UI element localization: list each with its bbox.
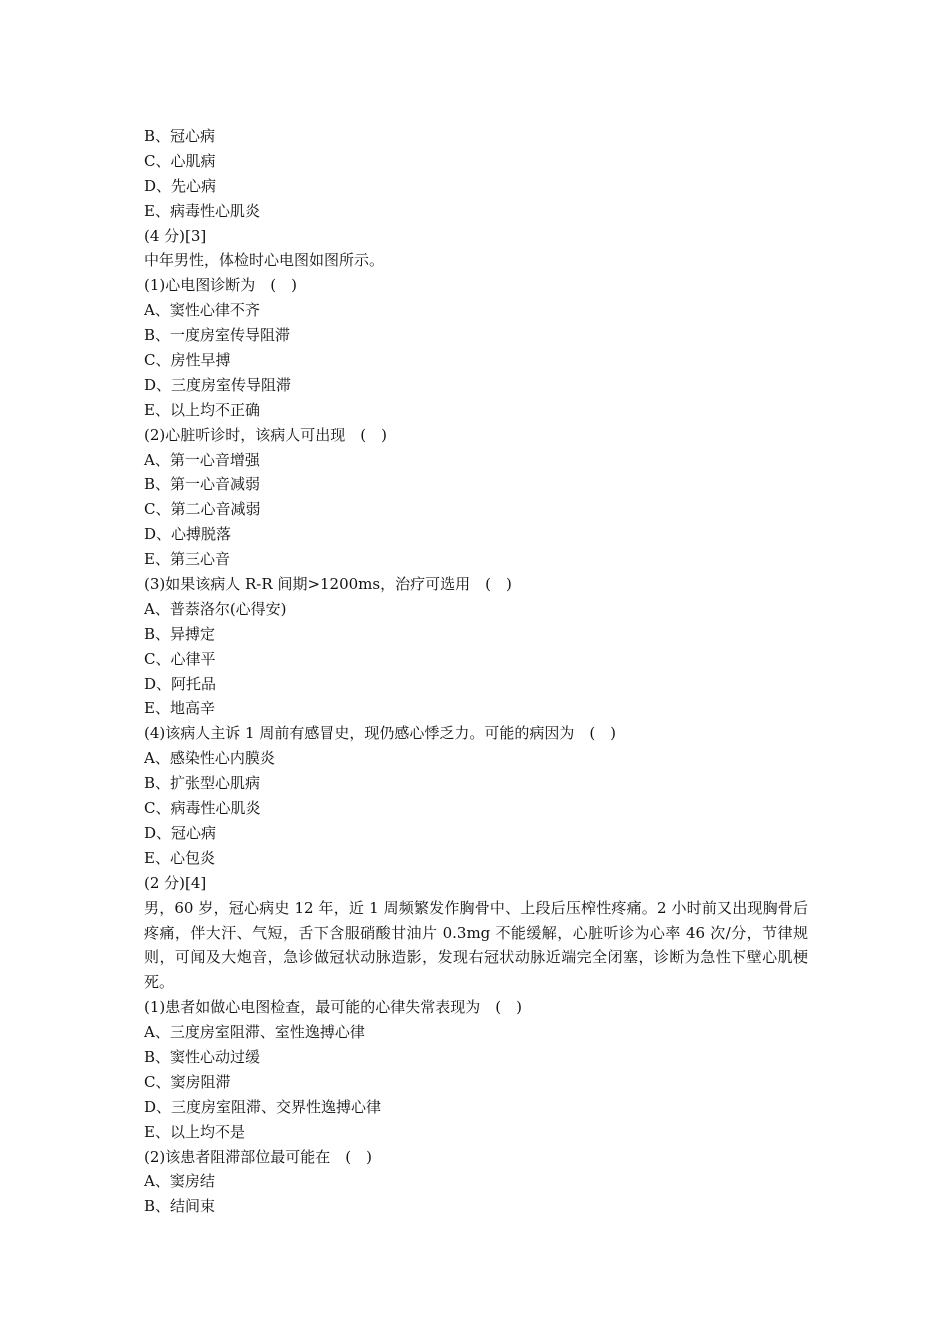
answer-option: D、阿托品 bbox=[144, 674, 217, 693]
answer-option: B、结间束 bbox=[144, 1197, 216, 1216]
answer-option: B、扩张型心肌病 bbox=[144, 774, 261, 793]
answer-option: C、病毒性心肌炎 bbox=[144, 799, 261, 818]
text-line: E、病毒性心肌炎 bbox=[144, 201, 260, 220]
answer-option: D、三度房室传导阻滞 bbox=[144, 375, 292, 394]
answer-option: A、窦房结 bbox=[144, 1172, 215, 1191]
text-line: C、心肌病 bbox=[144, 151, 216, 170]
answer-option: C、窦房阻滞 bbox=[144, 1072, 231, 1091]
answer-option: E、地高辛 bbox=[144, 699, 215, 718]
answer-option: B、窦性心动过缓 bbox=[144, 1048, 261, 1067]
answer-option: E、以上均不是 bbox=[144, 1122, 245, 1141]
answer-option: B、一度房室传导阻滞 bbox=[144, 326, 291, 345]
question-stem: (1)心电图诊断为 ( ) bbox=[144, 276, 297, 295]
text-line: B、冠心病 bbox=[144, 127, 216, 145]
answer-option: A、窦性心律不齐 bbox=[144, 301, 260, 320]
answer-option: C、房性早搏 bbox=[144, 351, 231, 370]
answer-option: B、第一心音减弱 bbox=[144, 475, 261, 494]
options-block-before bbox=[144, 124, 808, 896]
answer-option: A、第一心音增强 bbox=[144, 450, 260, 469]
case-paragraph: 男，60 岁，冠心病史 12 年，近 1 周频繁发作胸骨中、上段后压榨性疼痛。2 小时前又出现胸骨后疼痛，伴大汗、气短，舌下含服硝酸甘油片 0.3mg 不能缓解，心脏听诊为心率 46 次/分，节律规则，可闻及大炮音，急诊做冠状动脉造影，发现右冠状动脉近端完全闭塞，诊断为急性下壁心肌梗死。 bbox=[144, 898, 808, 992]
document-page bbox=[144, 124, 808, 1219]
answer-option: A、三度房室阻滞、室性逸搏心律 bbox=[144, 1023, 365, 1042]
answer-option: C、第二心音减弱 bbox=[144, 500, 261, 519]
question-stem: (2)该患者阻滞部位最可能在 ( ) bbox=[144, 1147, 372, 1166]
answer-option: B、异搏定 bbox=[144, 624, 216, 643]
answer-option: C、心律平 bbox=[144, 649, 216, 668]
question-stem: (3)如果该病人 R-R 间期>1200ms，治疗可选用 ( ) bbox=[144, 575, 512, 594]
answer-option: A、普萘洛尔(心得安) bbox=[144, 599, 287, 618]
answer-option: E、以上均不正确 bbox=[144, 400, 260, 419]
section-marker: (2 分)[4] bbox=[144, 873, 207, 892]
options-block-after bbox=[144, 995, 808, 1219]
answer-option: D、冠心病 bbox=[144, 823, 217, 842]
answer-option: D、三度房室阻滞、交界性逸搏心律 bbox=[144, 1097, 382, 1116]
question-stem: (2)心脏听诊时，该病人可出现 ( ) bbox=[144, 425, 387, 444]
text-line: D、先心病 bbox=[144, 176, 217, 195]
answer-option: D、心搏脱落 bbox=[144, 525, 232, 544]
question-stem: (4)该病人主诉 1 周前有感冒史，现仍感心悸乏力。可能的病因为 ( ) bbox=[144, 724, 617, 743]
answer-option: E、第三心音 bbox=[144, 550, 230, 569]
answer-option: E、心包炎 bbox=[144, 848, 215, 867]
answer-option: A、感染性心内膜炎 bbox=[144, 749, 275, 768]
question-stem: (1)患者如做心电图检查，最可能的心律失常表现为 ( ) bbox=[144, 998, 522, 1017]
case-stem: 中年男性，体检时心电图如图所示。 bbox=[144, 251, 385, 270]
section-marker: (4 分)[3] bbox=[144, 226, 207, 245]
